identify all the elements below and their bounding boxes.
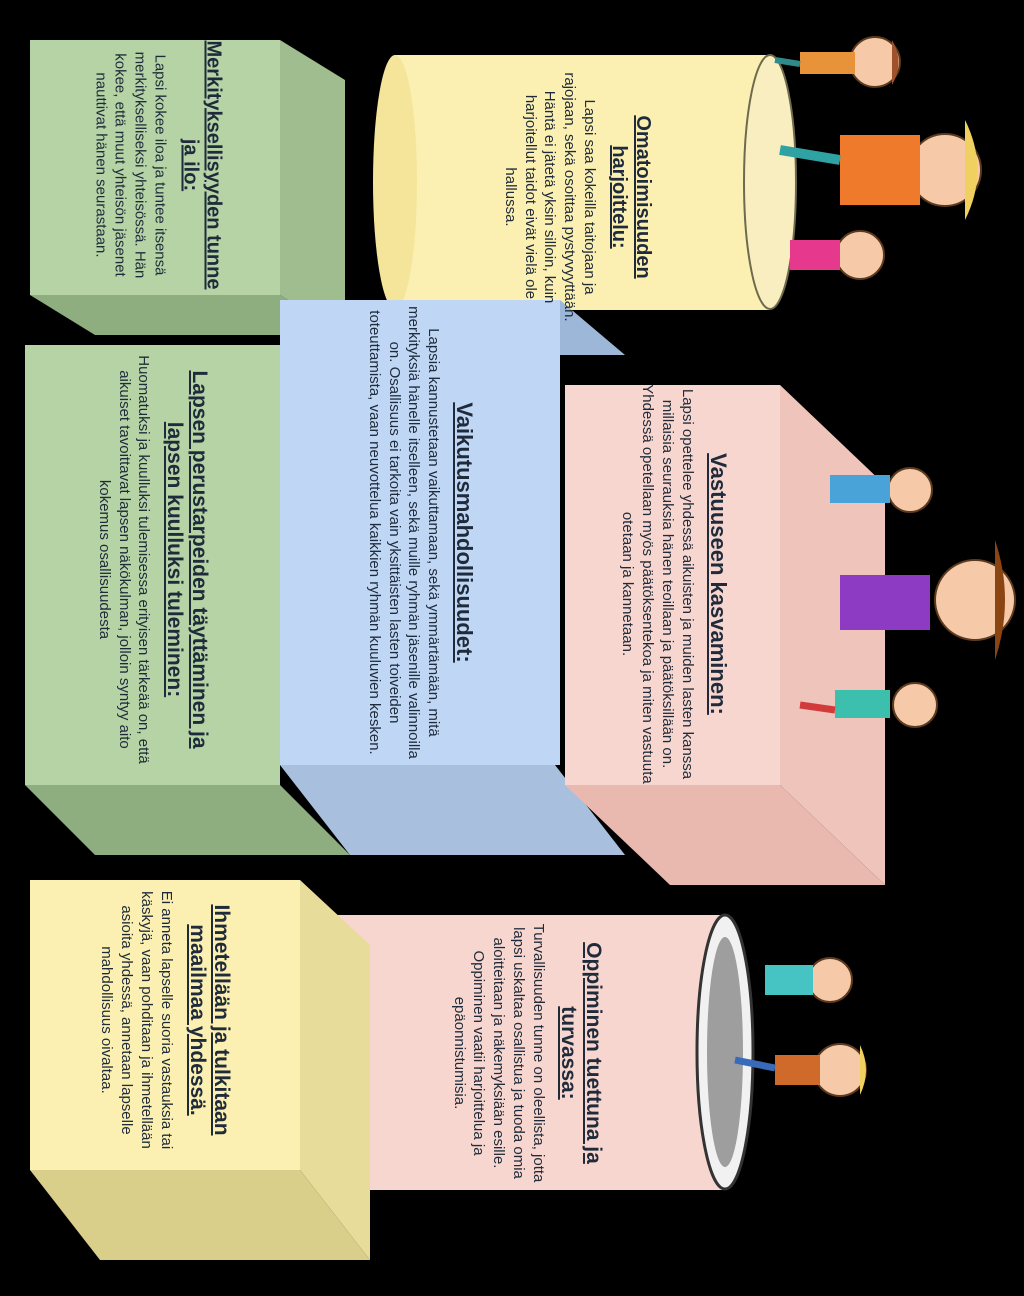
merkityksellisyys-body: Lapsi kokee iloa ja tuntee itsensä merkitykselliseksi yhteisössä. Hän kokee, että muut yhteisön jäsenet nauttivat hänen seurastaan. bbox=[92, 51, 169, 279]
panel-vaikutusmahdollisuudet bbox=[283, 300, 558, 765]
perustarpeet-title: Lapsen perustarpeiden täyttäminen ja lapsen kuulluksi tuleminen: bbox=[163, 370, 211, 749]
panel-vastuuseen bbox=[568, 384, 780, 784]
omatoimisuuden-title: Omatoimisuuden harjoittelu: bbox=[608, 115, 655, 279]
oppiminen-body: Turvallisuuden tunne on oleellista, jotta lapsi uskaltaa osallistua ja tuoda omia aloitteitaan ja näkemyksiään esille. Oppiminen vaatii harjoittelua ja epäonnistumisia. bbox=[450, 923, 547, 1183]
ihmetellaan-title: Ihmetellään ja tulkitaan maailmaa yhdessä. bbox=[185, 904, 234, 1136]
oppiminen-title: Oppiminen tuettuna ja turvassa: bbox=[557, 942, 606, 1164]
children-drawing-top bbox=[775, 37, 981, 279]
panel-oppiminen bbox=[387, 918, 667, 1188]
panel-perustarpeet bbox=[25, 347, 280, 772]
perustarpeet-body: Huomatuksi ja kuulluksi tulemisessa erityisen tärkeää on, että aikuiset tavoittavat lapsen näkökulman, jolloin syntyy aito kokemus osallisuudesta bbox=[95, 355, 153, 764]
omatoimisuuden-body: Lapsi saa kokeilla taitojaan ja rajojaan, sekä osoittaa pystyvyyttään. Häntä ei jätetä yksin silloin, kuin harjoitellut taidot eivät vielä ole hallussa. bbox=[501, 72, 598, 322]
panel-ihmetellaan bbox=[30, 880, 300, 1160]
panel-omatoimisuuden bbox=[442, 72, 712, 322]
children-drawing-bottom bbox=[735, 958, 866, 1096]
vaikutusmahdollisuudet-body: Lapsia kannustetaan vaikuttamaan, sekä ymmärtämään, mitä merkityksiä hänelle itselleen, sekä muille ryhmän jäsenille valinnoilla on. Osallisuus ei tarkoita vain yksittäisten lasten toiveiden toteuttamista, vaan neuvottelua kaikkien ryhmän kuuluvien kesken. bbox=[365, 306, 443, 759]
panel-merkityksellisyys bbox=[33, 38, 283, 293]
vaikutusmahdollisuudet-title: Vaikutusmahdollisuudet: bbox=[452, 402, 478, 663]
ihmetellaan-body: Ei anneta lapselle suoria vastauksia tai käskyjä, vaan pohditaan ja ihmetellään asioita yhdessä, annetaan lapselle mahdollisuus oivaltaa. bbox=[98, 890, 175, 1150]
vastuuseen-body: Lapsi opettelee yhdessä aikuisten ja muiden lasten kanssa millaisia seurauksia hänen teoillaan ja päätöksillään on. Yhdessä opetellaan myös päätöksentekoa ja miten vastuuta otetaan ja kannetaan. bbox=[619, 384, 696, 784]
vastuuseen-title: Vastuuseen kasvaminen: bbox=[705, 453, 731, 715]
merkityksellisyys-title: Merkityksellisyyden tunne ja ilo: bbox=[179, 40, 225, 290]
